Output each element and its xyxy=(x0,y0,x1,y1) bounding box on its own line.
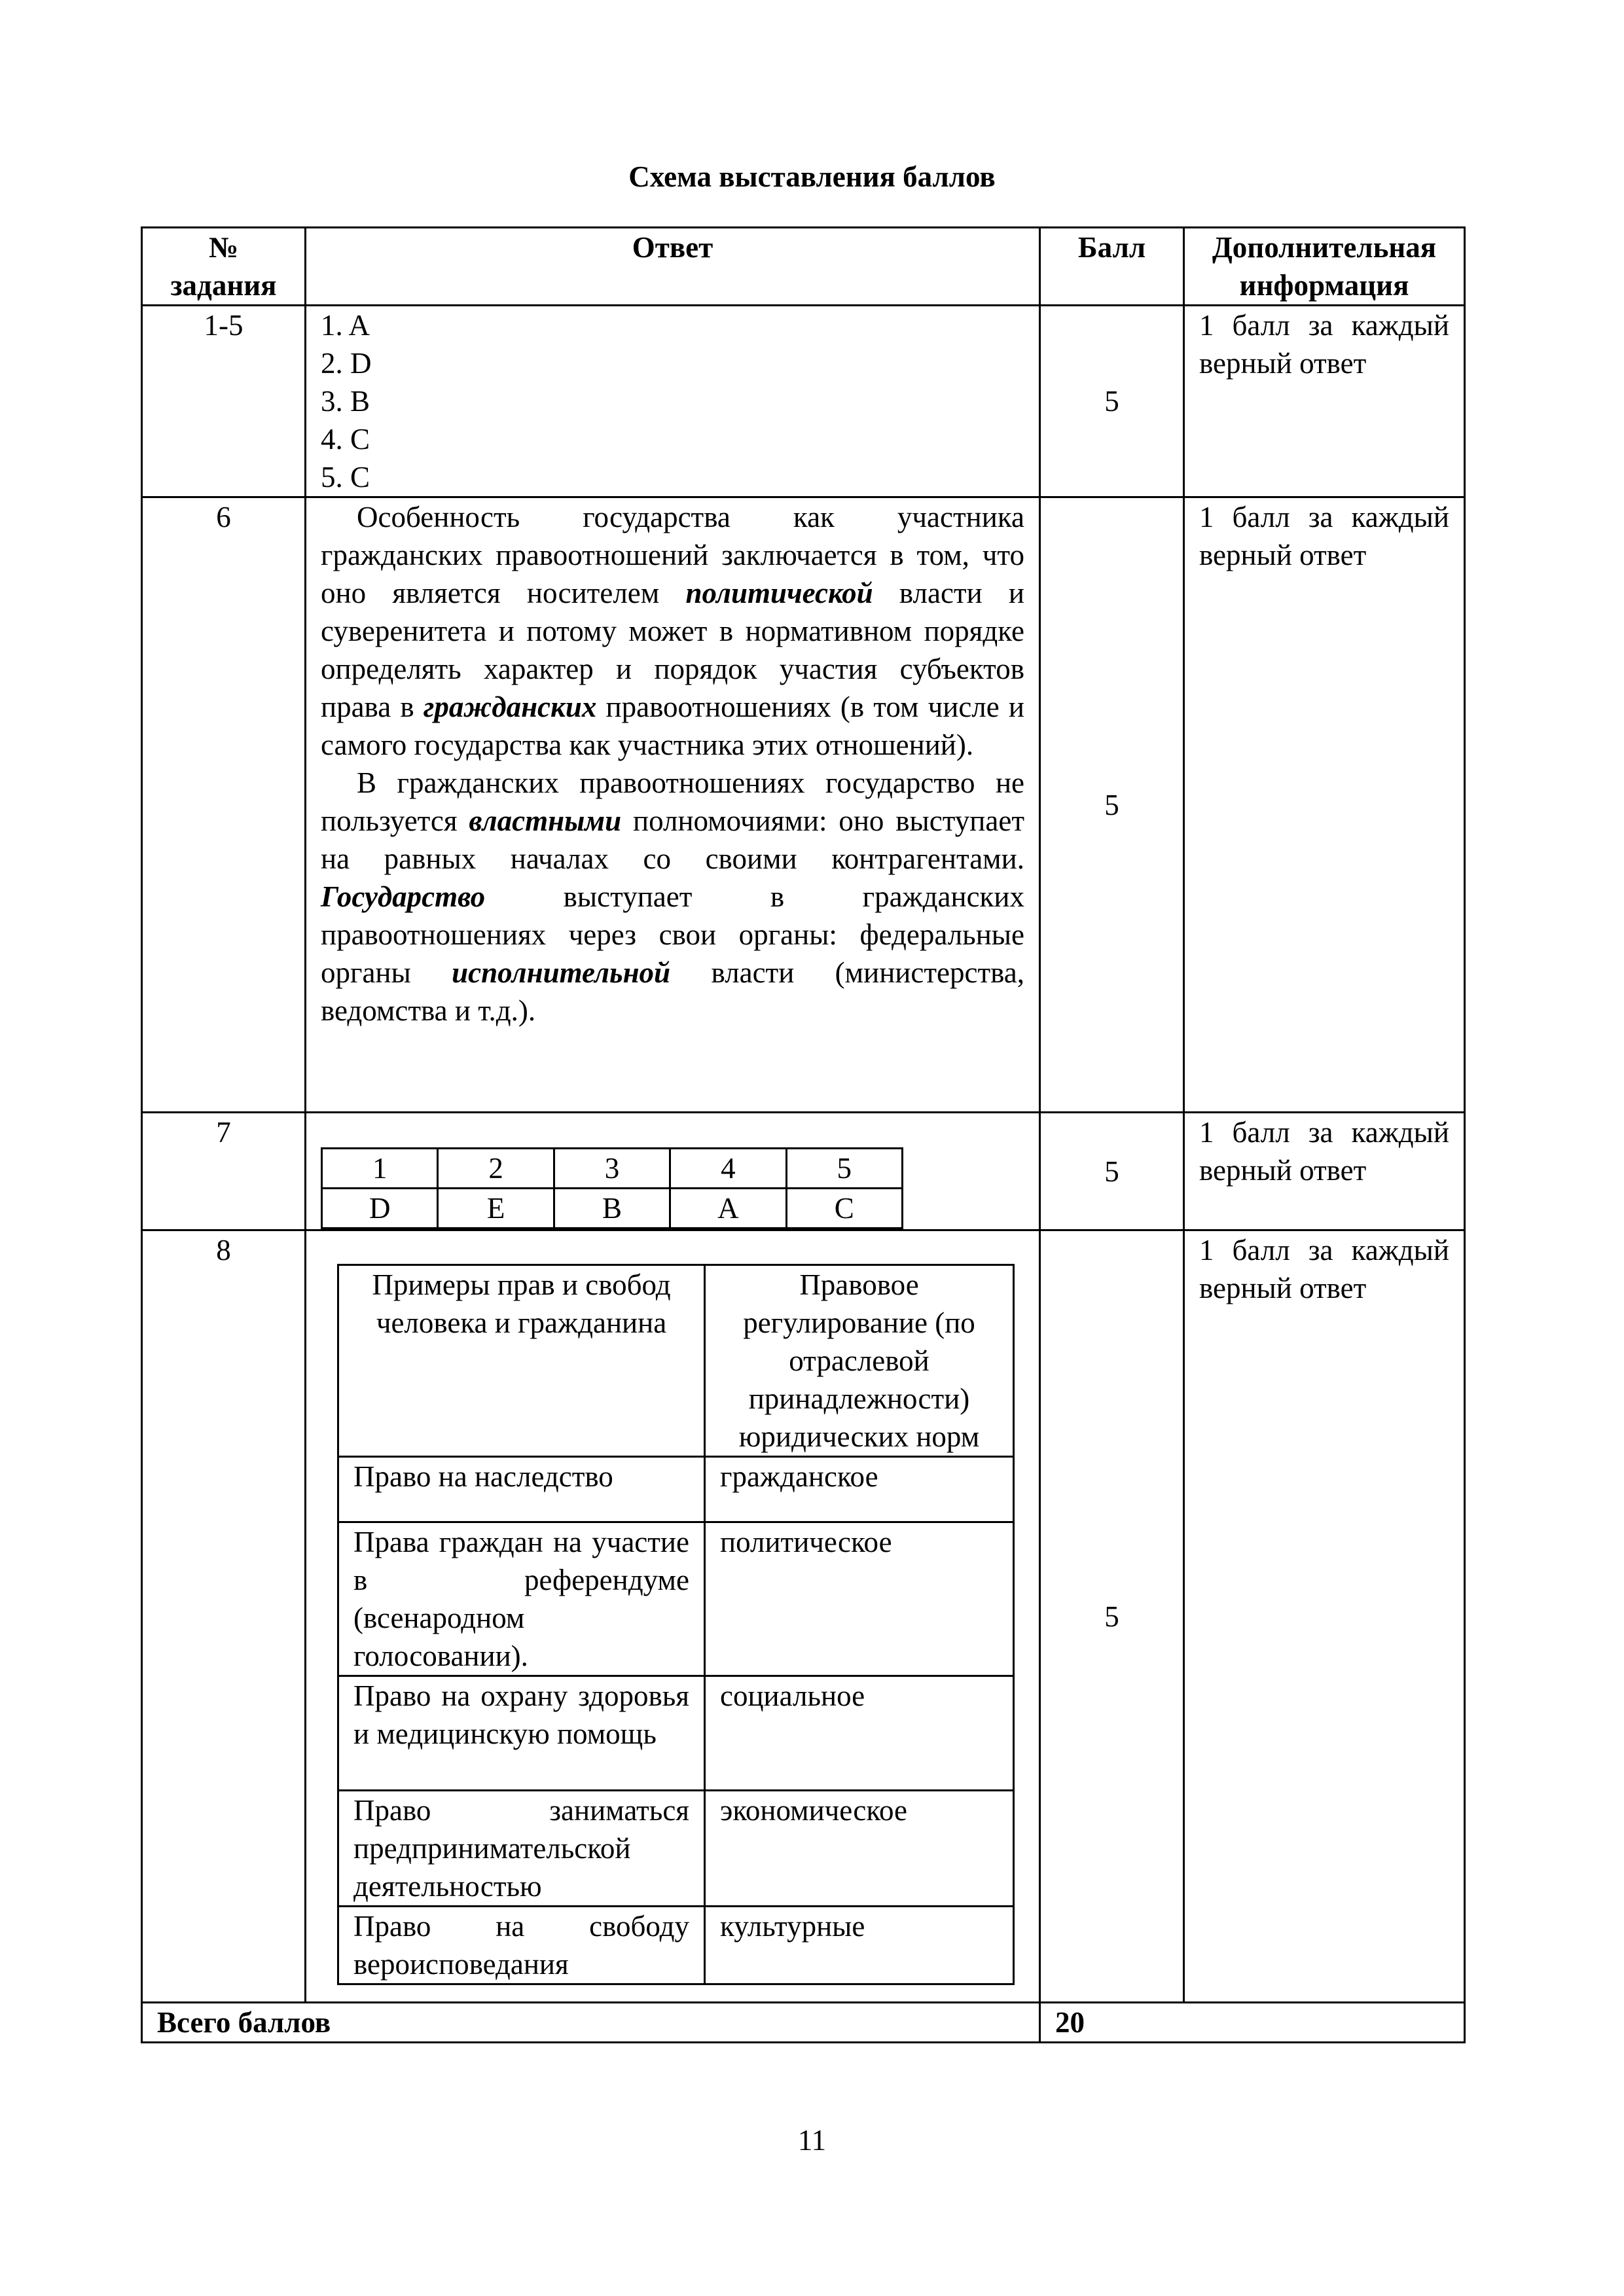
task-number: 7 xyxy=(142,1113,306,1230)
matching-cell: C xyxy=(786,1189,902,1229)
right-example: Право на наследство xyxy=(338,1457,705,1522)
table-row xyxy=(142,1113,1465,1230)
table-row xyxy=(142,1230,1465,2003)
right-example: Право на свободу вероисповедания xyxy=(338,1907,705,1984)
total-value: 20 xyxy=(1040,2003,1465,2043)
rights-table xyxy=(337,1264,1015,1985)
answer-paragraph xyxy=(321,498,1024,764)
answer-line: 1. A xyxy=(321,309,370,342)
header-ball: Балл xyxy=(1040,228,1184,306)
matching-cell: 5 xyxy=(786,1149,902,1189)
emphasis-term: гражданских xyxy=(423,691,597,723)
rights-row xyxy=(338,1907,1014,1984)
right-branch: культурные xyxy=(705,1907,1014,1984)
page-number: 11 xyxy=(797,2124,827,2157)
answer-cell xyxy=(306,1230,1040,2003)
info-cell: 1 балл за каждый верный ответ xyxy=(1184,1230,1465,2003)
matching-cell: 4 xyxy=(670,1149,786,1189)
task-number: 6 xyxy=(142,497,306,1113)
text-run: выступает в гражданских правоотношениях через свои органы: федеральные органы xyxy=(321,880,1024,989)
task-number: 1-5 xyxy=(142,306,306,497)
scoring-table xyxy=(141,226,1466,2043)
matching-cell: A xyxy=(670,1189,786,1229)
answer-cell xyxy=(306,497,1040,1113)
info-cell: 1 балл за каждый верный ответ xyxy=(1184,497,1465,1113)
emphasis-term: политической xyxy=(685,577,873,609)
matching-cell: 3 xyxy=(554,1149,670,1189)
emphasis-term: властными xyxy=(469,804,622,837)
text-run: правоотношениях (в том числе и самого государства как участника этих отношений). xyxy=(321,691,1024,761)
rights-row xyxy=(338,1457,1014,1522)
emphasis-term: Государство xyxy=(321,880,486,913)
ball-value: 5 xyxy=(1040,306,1184,497)
answer-cell xyxy=(306,306,1040,497)
text-run: В гражданских правоотношениях государство не пользуется xyxy=(321,766,1024,837)
matching-row-letters xyxy=(322,1189,903,1229)
answer-line: 4. C xyxy=(321,423,370,456)
matching-table xyxy=(321,1147,903,1229)
total-label: Всего баллов xyxy=(142,2003,1040,2043)
answer-line: 5. C xyxy=(321,461,370,493)
total-row xyxy=(142,2003,1465,2043)
info-cell: 1 балл за каждый верный ответ xyxy=(1184,1113,1465,1230)
text-run: власти и суверенитета и потому может в нормативном порядке определять характер и порядок участия субъектов права в xyxy=(321,577,1024,723)
answer-paragraph xyxy=(321,764,1024,1030)
right-branch: гражданское xyxy=(705,1457,1014,1522)
matching-row-numbers xyxy=(322,1149,903,1189)
matching-cell: 1 xyxy=(322,1149,438,1189)
right-example: Права граждан на участие в референдуме (всенародном голосовании). xyxy=(338,1522,705,1676)
header-answer: Ответ xyxy=(306,228,1040,306)
answer-line: 3. B xyxy=(321,385,370,418)
ball-value: 5 xyxy=(1040,1113,1184,1230)
rights-header-row xyxy=(338,1265,1014,1457)
answer-cell xyxy=(306,1113,1040,1230)
emphasis-term: исполнительной xyxy=(452,956,671,989)
rights-header-regulation: Правовое регулирование (по отраслевой принадлежности) юридических норм xyxy=(705,1265,1014,1457)
right-branch: социальное xyxy=(705,1676,1014,1791)
text-run: Особенность государства как участника гражданских правоотношений заключается в том, что оно является носителем xyxy=(321,501,1024,609)
matching-cell: E xyxy=(438,1189,554,1229)
rights-header-examples: Примеры прав и свобод человека и гражданина xyxy=(338,1265,705,1457)
ball-value: 5 xyxy=(1040,497,1184,1113)
rights-row xyxy=(338,1676,1014,1791)
answer-line: 2. D xyxy=(321,347,372,380)
table-row xyxy=(142,497,1465,1113)
matching-cell: 2 xyxy=(438,1149,554,1189)
ball-value: 5 xyxy=(1040,1230,1184,2003)
info-cell: 1 балл за каждый верный ответ xyxy=(1184,306,1465,497)
text-run: полномочиями: оно выступает на равных началах со своими контрагентами. xyxy=(321,804,1024,875)
header-num: № задания xyxy=(142,228,306,306)
matching-cell: B xyxy=(554,1189,670,1229)
matching-cell: D xyxy=(322,1189,438,1229)
header-info: Дополнительная информация xyxy=(1184,228,1465,306)
rights-row xyxy=(338,1791,1014,1907)
table-row xyxy=(142,306,1465,497)
right-branch: политическое xyxy=(705,1522,1014,1676)
header-row xyxy=(142,228,1465,306)
task-number: 8 xyxy=(142,1230,306,2003)
right-example: Право заниматься предпринимательской деятельностью xyxy=(338,1791,705,1907)
right-branch: экономическое xyxy=(705,1791,1014,1907)
text-run: власти (министерства, ведомства и т.д.). xyxy=(321,956,1025,1027)
rights-row xyxy=(338,1522,1014,1676)
right-example: Право на охрану здоровья и медицинскую помощь xyxy=(338,1676,705,1791)
page-title: Схема выставления баллов xyxy=(628,160,996,193)
